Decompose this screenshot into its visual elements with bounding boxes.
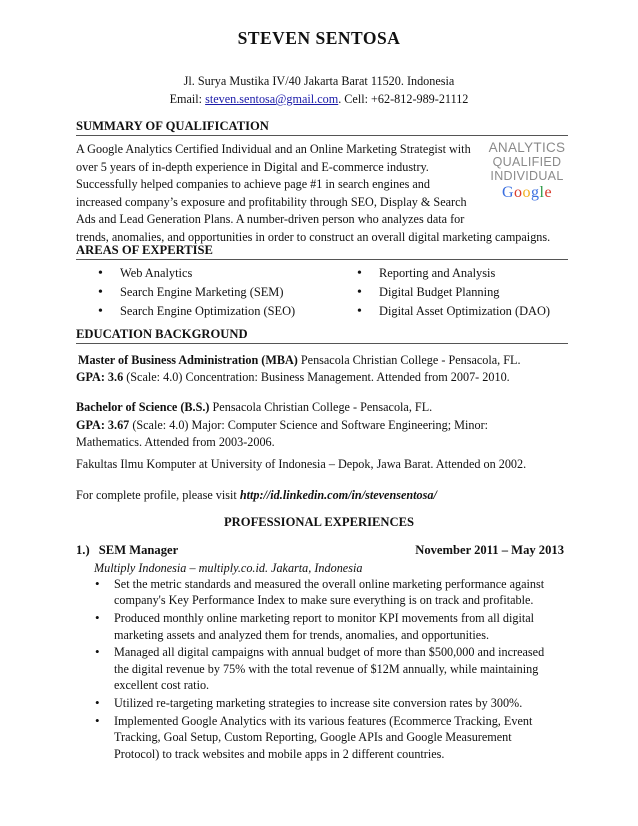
address-line: Jl. Surya Mustika IV/40 Jakarta Barat 11520. Indonesia xyxy=(183,74,455,88)
google-logo-letter: G xyxy=(501,184,514,201)
mba-school: Pensacola Christian College - Pensacola, FL. xyxy=(297,353,521,367)
linkedin-link[interactable]: http://id.linkedin.com/in/stevensentosa/ xyxy=(239,488,437,502)
duty-line: company's Key Performance Index to make sure everything is on track and profitable. xyxy=(114,593,534,608)
job-company: Multiply Indonesia – multiply.co.id. Jakarta, Indonesia xyxy=(94,561,363,575)
education-mba-gpa xyxy=(76,369,576,387)
email-link[interactable]: steven.sentosa@gmail.com xyxy=(205,92,339,106)
education-mba xyxy=(78,352,578,370)
email-label: Email: xyxy=(169,92,206,106)
summary-heading: SUMMARY OF QUALIFICATION xyxy=(76,118,568,136)
expertise-item: • Digital Asset Optimization (DAO) xyxy=(357,302,550,321)
expertise-item: • Digital Budget Planning xyxy=(357,283,550,302)
education-bs xyxy=(76,399,576,452)
resume-name: STEVEN SENTOSA xyxy=(237,28,401,48)
education-fakultas: Fakultas Ilmu Komputer at University of Indonesia – Depok, Jawa Barat. Attended on 2002. xyxy=(76,457,527,471)
duty-line: • Produced monthly online marketing report to monitor KPI movements from all digital xyxy=(114,611,535,626)
duty-line: the digital revenue by 75% with the total revenue of $12M annually, while maintaining xyxy=(114,661,539,676)
google-logo-icon xyxy=(482,183,572,203)
summary-line: Successfully helped companies to achieve page #1 in search engines and xyxy=(76,177,430,192)
duty-line: • Managed all digital campaigns with annual budget of more than $500,000 and increased xyxy=(114,645,545,660)
expertise-heading: AREAS OF EXPERTISE xyxy=(76,242,568,260)
profile-line xyxy=(76,487,576,505)
summary-line: increased company’s exposure and profitability through SEO, Display & Search xyxy=(76,194,467,209)
bs-degree: Bachelor of Science (B.S.) xyxy=(76,400,210,414)
expertise-item: • Reporting and Analysis xyxy=(357,264,550,283)
duty-line: excellent cost ratio. xyxy=(114,678,210,693)
badge-line-qualified: QUALIFIED xyxy=(492,155,562,169)
contact-line xyxy=(0,91,638,108)
google-logo-letter: g xyxy=(531,184,540,201)
bs-school: Pensacola Christian College - Pensacola, FL. xyxy=(209,400,433,414)
job-duties-list xyxy=(94,576,564,763)
duty-line: • Utilized re-targeting marketing strategies to increase site conversion rates by 300%. xyxy=(114,696,523,711)
expertise-list-left xyxy=(98,264,295,321)
duty-item xyxy=(94,713,564,762)
summary-line: trends, anomalies, and opportunities in order to construct an overall digital marketing campaigns. xyxy=(76,229,551,244)
duty-line: Tracking, Goal Setup, Custom Reporting, Google APIs and Google Measurement xyxy=(114,730,512,745)
google-analytics-badge xyxy=(482,141,572,217)
duty-item xyxy=(94,576,564,609)
bs-attended: Mathematics. Attended from 2003-2006. xyxy=(76,435,275,450)
duty-item xyxy=(94,644,564,693)
badge-line-individual: INDIVIDUAL xyxy=(490,169,564,183)
expertise-list-right xyxy=(357,264,550,321)
cell-text: . Cell: +62-812-989-21112 xyxy=(338,92,469,106)
summary-line: A Google Analytics Certified Individual and an Online Marketing Strategist with xyxy=(76,142,471,156)
duty-line: • Implemented Google Analytics with its various features (Ecommerce Tracking, Event xyxy=(114,713,533,728)
job-dates: November 2011 – May 2013 xyxy=(415,543,564,557)
experience-heading: PROFESSIONAL EXPERIENCES xyxy=(223,515,414,529)
bs-details: (Scale: 4.0) Major: Computer Science and Software Engineering; Minor: xyxy=(129,417,489,432)
mba-gpa: GPA: 3.6 xyxy=(76,370,124,384)
profile-prefix: For complete profile, please visit xyxy=(76,488,240,502)
duty-line: Protocol) to track websites and mobile apps in 2 different countries. xyxy=(114,746,445,761)
google-logo-letter: o xyxy=(522,184,531,201)
expertise-item: • Search Engine Optimization (SEO) xyxy=(98,302,295,321)
mba-degree: Master of Business Administration (MBA) xyxy=(78,353,298,367)
summary-line: Ads and Lead Generation Plans. A number-driven person who analyzes data for xyxy=(76,212,465,227)
google-logo-letter: o xyxy=(514,184,523,201)
job-header xyxy=(76,542,568,559)
summary-line: over 5 years of in-depth experience in Digital and E-commerce industry. xyxy=(76,159,429,174)
duty-item xyxy=(94,695,564,711)
google-logo-letter: e xyxy=(544,184,553,201)
bs-gpa: GPA: 3.67 xyxy=(76,417,130,432)
duty-line: marketing assets and analyzed them for trends, anomalies, and opportunities. xyxy=(114,627,489,642)
mba-details: (Scale: 4.0) Concentration: Business Management. Attended from 2007- 2010. xyxy=(123,370,510,384)
badge-line-analytics: ANALYTICS xyxy=(488,140,566,155)
expertise-item: • Web Analytics xyxy=(98,264,295,283)
duty-item xyxy=(94,610,564,643)
google-logo-letter: l xyxy=(539,184,545,201)
education-heading: EDUCATION BACKGROUND xyxy=(76,326,568,344)
duty-line: • Set the metric standards and measured the overall online marketing performance against xyxy=(114,577,545,591)
expertise-item: • Search Engine Marketing (SEM) xyxy=(98,283,295,302)
job-title: SEM Manager xyxy=(98,543,179,557)
job-number: 1.) xyxy=(76,543,90,557)
